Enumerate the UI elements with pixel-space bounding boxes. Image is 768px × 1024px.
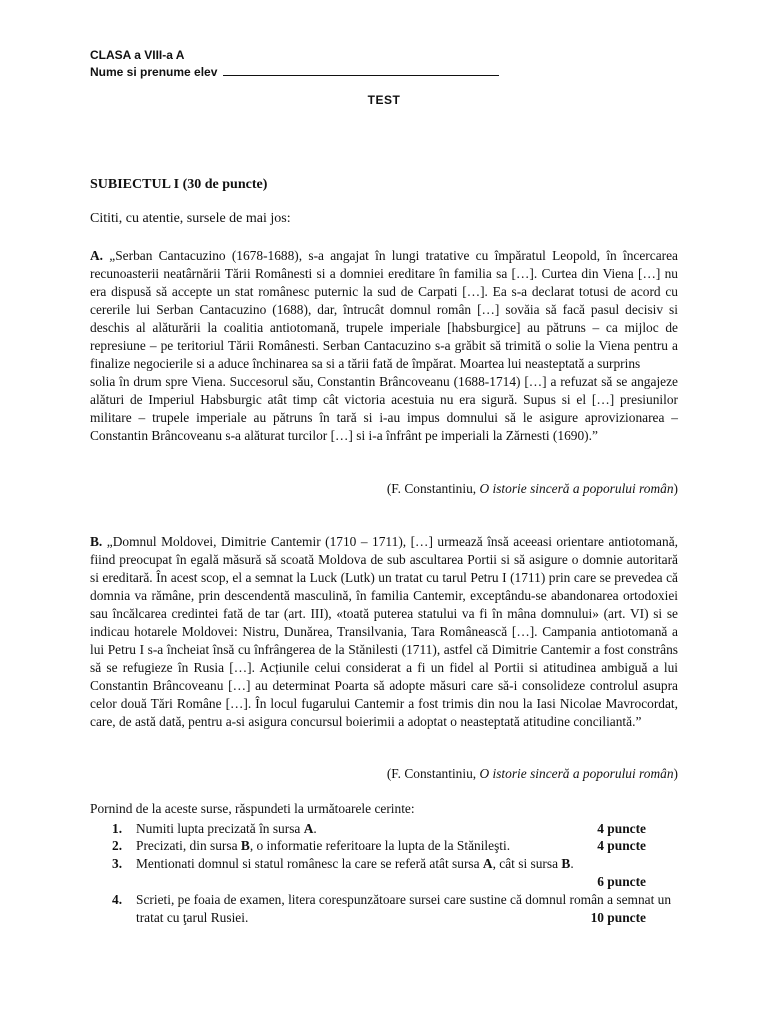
source-b-text: „Domnul Moldovei, Dimitrie Cantemir (1710 – 1711), […] urmează însă aceeasi orientare antiotomană, fiind preocupat în egală măsură să scoată Moldova de sub ascultarea Portii si să asigure o domnie autoritară si ereditară. În acest scop, el a semnat la Luck (Lutk) un tratat cu tarul Petru I (1711) prin care se prevedea că domnia va rămâne, prin descendentă masculină, în familia Cantemir, exceptându-se abandonarea ortodoxiei sau încălcarea credintei fată de tar (art. III), «toată puterea statului va fi în mâna domnului» (art. VI) si se indicau hotarele Moldovei: Nistru, Dunărea, Transilvania, Tara Românească […]. Campania antiotomană a lui Petru I s-a încheiat însă cu înfrângerea de la Stănilesti (1711), astfel că Dimitrie Cantemir a fost constrâns să se refugieze în Rusia […]. Acțiunile celui considerat a fi un fidel al Portii si atitudinea ambiguă a lui Constantin Brâncoveanu […] au determinat Poarta să adopte măsuri care să-i consolideze controlul asupra celor două Tări Române […]. În locul fugarului Cantemir a fost trimis din nou la Iasi Nicolae Mavrocordat, care, de astă dată, pentru a-si asigura concursul boierimii a adoptat o neasteptată atitudine conciliantă.” xyxy=(90,534,678,730)
page-title: TEST xyxy=(367,93,401,107)
question-points: 10 puncte xyxy=(590,910,646,925)
student-name-label: Nume si prenume elev xyxy=(90,65,218,79)
source-a-citation xyxy=(387,481,678,497)
name-blank-line[interactable] xyxy=(223,64,499,76)
question-number: 4. xyxy=(112,892,123,907)
question-text: Scrieti, pe foaia de examen, litera corespunzătoare sursei care sustine că domnul român a semnat un tratat cu ţarul Rusiei. xyxy=(136,892,672,925)
source-b-citation xyxy=(387,766,678,782)
question-points: 4 puncte xyxy=(597,821,646,836)
source-b-paragraph xyxy=(90,533,678,732)
citation-author: (F. Constantiniu, xyxy=(386,766,480,781)
instruction-text: Cititi, cu atentie, sursele de mai jos: xyxy=(90,211,291,226)
source-a-paragraph xyxy=(90,247,678,446)
question-text: Precizati, din sursa B, o informatie referitoare la lupta de la Stănileşti. xyxy=(136,838,511,853)
question-number: 1. xyxy=(112,821,123,836)
subject-heading: SUBIECTUL I (30 de puncte) xyxy=(90,177,268,192)
source-a-letter: A. xyxy=(90,248,104,263)
citation-title: O istorie sinceră a poporului român xyxy=(479,766,674,781)
question-number: 3. xyxy=(112,856,123,871)
question-points: 4 puncte xyxy=(597,838,646,853)
class-label: CLASA a VIII-a A xyxy=(90,48,185,62)
source-a-text-2: solia în drum spre Viena. Succesorul său, Constantin Brâncoveanu (1688-1714) […] a refuzat să se angajeze alături de Imperiul Habsburgic atât timp cât victoria acestuia nu era sigură. Supus si el […] presiunilor militare – trupele imperiale au pătruns în tară si i-au impus domnului să le asigure aprovizionarea – Constantin Brâncoveanu s-a alăturat turcilor […] si i-a înfrânt pe imperiali la Zărnesti (1690).” xyxy=(90,374,678,444)
question-text: Mentionati domnul si statul românesc la care se referă atât sursa A, cât si sursa B. xyxy=(136,856,574,871)
student-name-field xyxy=(90,64,499,80)
source-a-text-1: „Serban Cantacuzino (1678-1688), s-a angajat în lungi tratative cu împăratul Leopold, în încercarea recunoasterii neatârnării Tării Românesti si a domniei ereditare în familia sa […]. Curtea din Viena […] nu era dispusă să accepte un stat românesc puternic la sud de Carpati […]. Ea s-a declarat totusi de acord cu cererile lui Serban Cantacuzino (1688), dar, întrucât domnul român […] sovăia să facă pasul decisiv si deschis al alăturării la coalitia antiotomană, trupele imperiale [habsburgice] au pătruns – ca mijloc de represiune – pe teritoriul Tării Românesti. Serban Cantacuzino s-a grăbit să trimită o solie la Viena pentru a finalize negocierile si a aduce închinarea sa si a tării fată de împărat. Moartea lui neasteptată a surprins xyxy=(90,248,678,372)
question-points: 6 puncte xyxy=(597,874,646,889)
citation-author: (F. Constantiniu, xyxy=(386,481,480,496)
source-b-letter: B. xyxy=(90,534,103,549)
question-text: Numiti lupta precizată în sursa A. xyxy=(136,821,317,836)
citation-end: ) xyxy=(673,481,678,496)
question-number: 2. xyxy=(112,838,123,853)
questions-intro: Pornind de la aceste surse, răspundeti la următoarele cerinte: xyxy=(90,801,415,816)
citation-title: O istorie sinceră a poporului român xyxy=(479,481,674,496)
citation-end: ) xyxy=(673,766,678,781)
